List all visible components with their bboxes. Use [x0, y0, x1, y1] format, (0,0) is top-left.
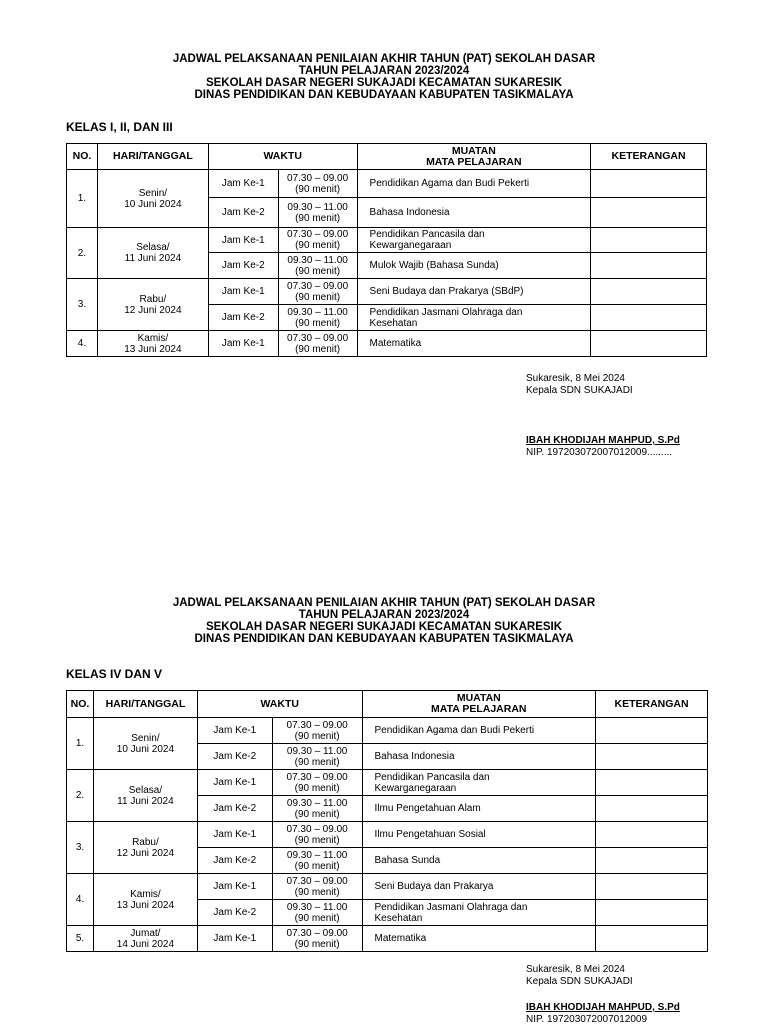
row-day: Rabu/ 12 Juni 2024 [93, 822, 197, 874]
table-row [67, 170, 707, 198]
jam-label: Jam Ke-1 [197, 874, 272, 900]
keterangan-cell [591, 331, 707, 357]
subject: Pendidikan Pancasila dan Kewarganegaraan [362, 770, 596, 796]
row-day: Selasa/ 11 Juni 2024 [97, 228, 208, 279]
subject: Pendidikan Pancasila dan Kewarganegaraan [357, 228, 591, 253]
col-muatan: MUATAN MATA PELAJARAN [362, 691, 596, 718]
signature-name: IBAH KHODIJAH MAHPUD, S.Pd [526, 1002, 680, 1013]
table-row [67, 718, 708, 744]
col-hari: HARI/TANGGAL [97, 144, 208, 170]
row-no: 4. [67, 874, 94, 926]
subject: Seni Budaya dan Prakarya (SBdP) [357, 279, 591, 305]
jam-label: Jam Ke-1 [197, 770, 272, 796]
signature-name: IBAH KHODIJAH MAHPUD, S.Pd [526, 435, 680, 446]
schedule-table-2 [66, 690, 708, 952]
header-line-school: SEKOLAH DASAR NEGERI SUKAJADI KECAMATAN SUKARESIK [205, 621, 563, 633]
keterangan-cell [596, 718, 708, 744]
time-slot: 07.30 – 09.00 (90 menit) [278, 279, 357, 305]
row-no: 1. [67, 170, 98, 228]
jam-label: Jam Ke-2 [208, 305, 278, 331]
jam-label: Jam Ke-2 [197, 848, 272, 874]
table-row [67, 279, 707, 305]
header-line-title: JADWAL PELAKSANAAN PENILAIAN AKHIR TAHUN (PAT) SEKOLAH DASAR [172, 597, 596, 609]
time-slot: 07.30 – 09.00 (90 menit) [272, 718, 362, 744]
row-day: Senin/ 10 Juni 2024 [93, 718, 197, 770]
keterangan-cell [596, 874, 708, 900]
time-slot: 09.30 – 11.00 (90 menit) [272, 900, 362, 926]
header-line-year: TAHUN PELAJARAN 2023/2024 [298, 65, 470, 77]
table-header-row [67, 144, 707, 170]
jam-label: Jam Ke-2 [197, 744, 272, 770]
row-no: 4. [67, 331, 98, 357]
table-row [67, 770, 708, 796]
subject: Mulok Wajib (Bahasa Sunda) [357, 253, 591, 279]
signature-nip: NIP. 197203072007012009 [526, 1014, 648, 1025]
keterangan-cell [596, 926, 708, 952]
header-line-title: JADWAL PELAKSANAAN PENILAIAN AKHIR TAHUN (PAT) SEKOLAH DASAR [172, 53, 596, 65]
jam-label: Jam Ke-2 [208, 198, 278, 228]
time-slot: 07.30 – 09.00 (90 menit) [278, 228, 357, 253]
jam-label: Jam Ke-1 [208, 228, 278, 253]
jam-label: Jam Ke-2 [197, 796, 272, 822]
time-slot: 07.30 – 09.00 (90 menit) [278, 170, 357, 198]
signature-place-date: Sukaresik, 8 Mei 2024 [526, 373, 625, 384]
row-no: 1. [67, 718, 94, 770]
subject: Pendidikan Agama dan Budi Pekerti [362, 718, 596, 744]
row-day: Kamis/ 13 Juni 2024 [97, 331, 208, 357]
keterangan-cell [596, 822, 708, 848]
table-row [67, 926, 708, 952]
signature-role: Kepala SDN SUKAJADI [526, 976, 633, 987]
document-header-2 [0, 597, 768, 645]
jam-label: Jam Ke-2 [208, 253, 278, 279]
table-row [67, 822, 708, 848]
time-slot: 09.30 – 11.00 (90 menit) [272, 848, 362, 874]
jam-label: Jam Ke-1 [197, 822, 272, 848]
subject: Ilmu Pengetahuan Sosial [362, 822, 596, 848]
row-day: Kamis/ 13 Juni 2024 [93, 874, 197, 926]
jam-label: Jam Ke-1 [208, 279, 278, 305]
row-day: Rabu/ 12 Juni 2024 [97, 279, 208, 331]
jam-label: Jam Ke-1 [208, 170, 278, 198]
col-no: NO. [67, 144, 98, 170]
time-slot: 09.30 – 11.00 (90 menit) [272, 796, 362, 822]
row-day: Selasa/ 11 Juni 2024 [93, 770, 197, 822]
header-line-dinas: DINAS PENDIDIKAN DAN KEBUDAYAAN KABUPATEN TASIKMALAYA [194, 89, 574, 101]
row-no: 2. [67, 228, 98, 279]
schedule-table-1 [66, 143, 707, 357]
keterangan-cell [591, 305, 707, 331]
class-title-1: KELAS I, II, DAN III [66, 120, 173, 134]
jam-label: Jam Ke-1 [197, 926, 272, 952]
signature-role: Kepala SDN SUKAJADI [526, 385, 633, 396]
keterangan-cell [591, 279, 707, 305]
keterangan-cell [596, 900, 708, 926]
keterangan-cell [596, 848, 708, 874]
table-header-row [67, 691, 708, 718]
keterangan-cell [596, 796, 708, 822]
table-row [67, 331, 707, 357]
time-slot: 09.30 – 11.00 (90 menit) [278, 198, 357, 228]
keterangan-cell [591, 228, 707, 253]
time-slot: 07.30 – 09.00 (90 menit) [272, 770, 362, 796]
time-slot: 07.30 – 09.00 (90 menit) [278, 331, 357, 357]
time-slot: 07.30 – 09.00 (90 menit) [272, 874, 362, 900]
keterangan-cell [596, 770, 708, 796]
class-title-2: KELAS IV DAN V [66, 667, 163, 681]
header-line-year: TAHUN PELAJARAN 2023/2024 [298, 609, 470, 621]
time-slot: 09.30 – 11.00 (90 menit) [272, 744, 362, 770]
signature-block-2 [526, 964, 680, 1026]
col-keterangan: KETERANGAN [596, 691, 708, 718]
col-muatan: MUATAN MATA PELAJARAN [357, 144, 591, 170]
table-row [67, 228, 707, 253]
row-day: Senin/ 10 Juni 2024 [97, 170, 208, 228]
table-row [67, 874, 708, 900]
subject: Bahasa Sunda [362, 848, 596, 874]
col-keterangan: KETERANGAN [591, 144, 707, 170]
col-hari: HARI/TANGGAL [93, 691, 197, 718]
subject: Matematika [362, 926, 596, 952]
keterangan-cell [596, 744, 708, 770]
subject: Pendidikan Jasmani Olahraga dan Kesehatan [362, 900, 596, 926]
subject: Seni Budaya dan Prakarya [362, 874, 596, 900]
document-header-1 [0, 53, 768, 101]
signature-block-1 [526, 373, 680, 459]
header-line-dinas: DINAS PENDIDIKAN DAN KEBUDAYAAN KABUPATEN TASIKMALAYA [194, 633, 574, 645]
subject: Pendidikan Agama dan Budi Pekerti [357, 170, 591, 198]
subject: Bahasa Indonesia [362, 744, 596, 770]
col-no: NO. [67, 691, 94, 718]
row-no: 2. [67, 770, 94, 822]
time-slot: 09.30 – 11.00 (90 menit) [278, 305, 357, 331]
jam-label: Jam Ke-2 [197, 900, 272, 926]
time-slot: 09.30 – 11.00 (90 menit) [278, 253, 357, 279]
subject: Bahasa Indonesia [357, 198, 591, 228]
signature-place-date: Sukaresik, 8 Mei 2024 [526, 964, 625, 975]
row-day: Jumat/ 14 Juni 2024 [93, 926, 197, 952]
time-slot: 07.30 – 09.00 (90 menit) [272, 926, 362, 952]
signature-nip: NIP. 197203072007012009......... [526, 447, 673, 458]
keterangan-cell [591, 170, 707, 198]
subject: Ilmu Pengetahuan Alam [362, 796, 596, 822]
header-line-school: SEKOLAH DASAR NEGERI SUKAJADI KECAMATAN SUKARESIK [205, 77, 563, 89]
row-no: 5. [67, 926, 94, 952]
keterangan-cell [591, 253, 707, 279]
time-slot: 07.30 – 09.00 (90 menit) [272, 822, 362, 848]
col-waktu: WAKTU [208, 144, 357, 170]
jam-label: Jam Ke-1 [208, 331, 278, 357]
col-waktu: WAKTU [197, 691, 362, 718]
row-no: 3. [67, 279, 98, 331]
subject: Pendidikan Jasmani Olahraga dan Kesehatan [357, 305, 591, 331]
row-no: 3. [67, 822, 94, 874]
jam-label: Jam Ke-1 [197, 718, 272, 744]
subject: Matematika [357, 331, 591, 357]
keterangan-cell [591, 198, 707, 228]
